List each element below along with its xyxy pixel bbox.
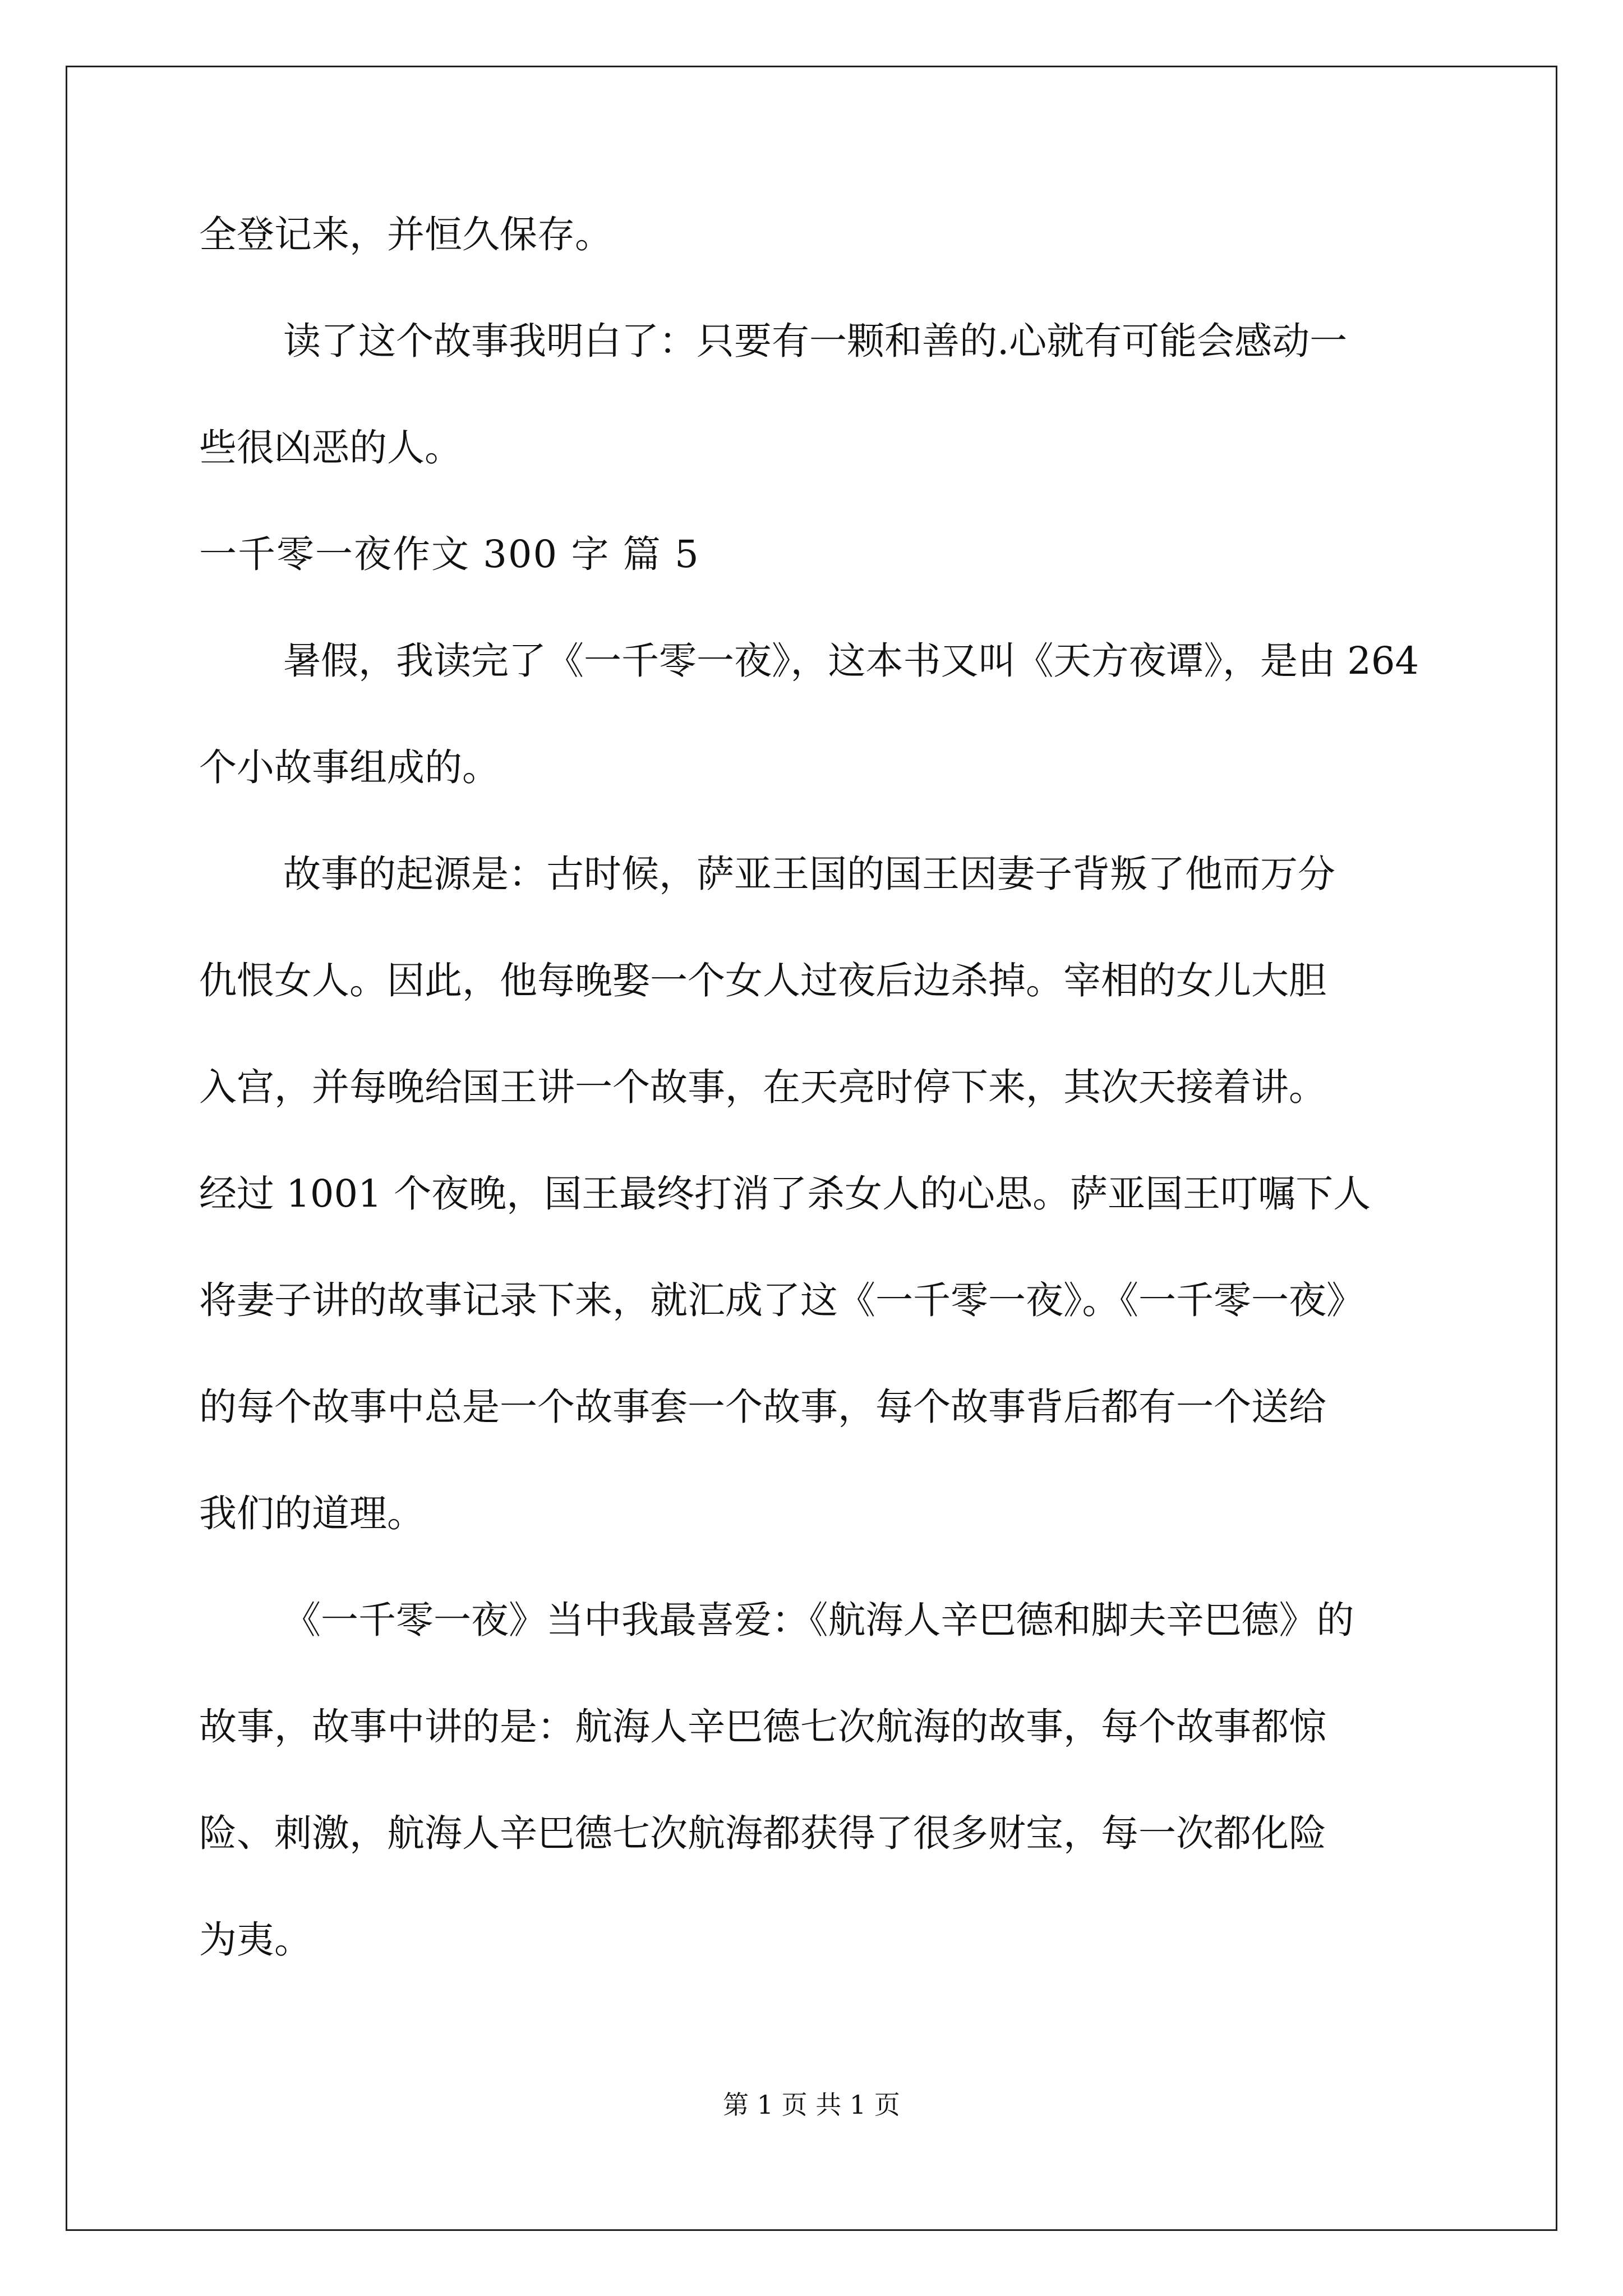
paragraph-line: 些很凶恶的人。 xyxy=(199,426,462,470)
section-title: 一千零一夜作文 300 字 篇 5 xyxy=(199,532,700,576)
paragraph-line: 故事，故事中讲的是：航海人辛巴德七次航海的故事，每个故事都惊 xyxy=(199,1705,1326,1749)
paragraph-line: 《一千零一夜》当中我最喜爱：《航海人辛巴德和脚夫辛巴德》的 xyxy=(283,1598,1354,1642)
paragraph-line: 我们的道理。 xyxy=(199,1492,425,1535)
paragraph-line: 读了这个故事我明白了：只要有一颗和善的.心就有可能会感动一 xyxy=(283,319,1348,363)
paragraph-line: 为夷。 xyxy=(199,1918,312,1962)
paragraph-line: 故事的起源是：古时候，萨亚王国的国王因妻子背叛了他而万分 xyxy=(283,852,1335,896)
paragraph-line: 暑假，我读完了《一千零一夜》，这本书又叫《天方夜谭》，是由 264 xyxy=(283,639,1419,683)
page-border xyxy=(66,66,1557,2231)
paragraph-line: 个小故事组成的。 xyxy=(199,746,500,789)
paragraph-line: 全登记来，并恒久保存。 xyxy=(199,213,612,256)
paragraph-line: 的每个故事中总是一个故事套一个故事，每个故事背后都有一个送给 xyxy=(199,1385,1326,1429)
paragraph-line: 入宫，并每晚给国王讲一个故事，在天亮时停下来，其次天接着讲。 xyxy=(199,1065,1326,1109)
paragraph-line: 将妻子讲的故事记录下来，就汇成了这《一千零一夜》。《一千零一夜》 xyxy=(199,1278,1364,1322)
paragraph-line: 经过 1001 个夜晚，国王最终打消了杀女人的心思。萨亚国王叮嘱下人 xyxy=(199,1172,1371,1216)
page-number-footer: 第 1 页 共 1 页 xyxy=(723,2090,900,2120)
paragraph-line: 仇恨女人。因此，他每晚娶一个女人过夜后边杀掉。宰相的女儿大胆 xyxy=(199,959,1326,1002)
paragraph-line: 险、刺激，航海人辛巴德七次航海都获得了很多财宝，每一次都化险 xyxy=(199,1811,1326,1855)
